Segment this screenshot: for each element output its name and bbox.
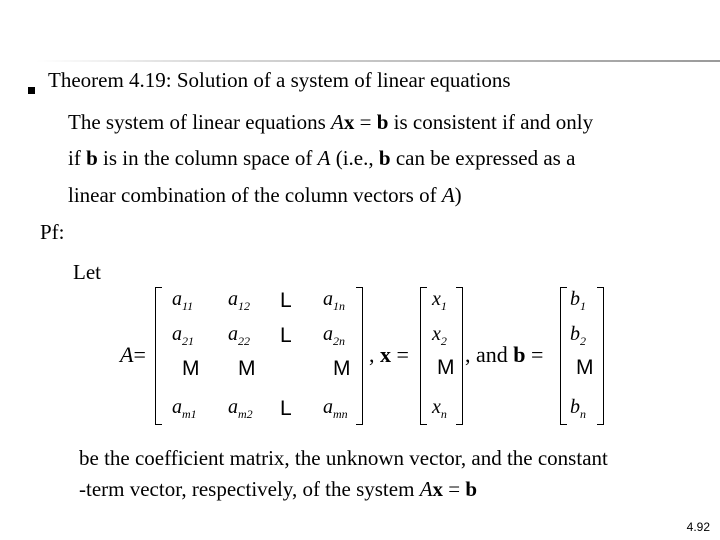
vector-b-label: , and b =	[465, 342, 544, 367]
vector-b-entry: $b_1$	[570, 288, 586, 313]
vector-x-entry: $x_n$	[432, 396, 447, 421]
vector-b-entry: $b_n$	[570, 396, 586, 421]
bullet-icon	[28, 87, 35, 94]
matrix-a-entry: M	[182, 357, 200, 380]
vector-b-entry: M	[576, 356, 594, 379]
vector-x-entry: M	[437, 356, 455, 379]
header-divider	[36, 60, 720, 62]
theorem-title: Theorem 4.19: Solution of a system of linear equations	[48, 68, 511, 92]
vector-x-left-bracket	[420, 287, 427, 425]
theorem-line-3: linear combination of the column vectors of A)	[68, 183, 462, 207]
matrix-a-entry: $a_{1n}$	[323, 288, 345, 313]
matrix-a-entry: L	[280, 289, 292, 312]
theorem-line-2: if b is in the column space of A (i.e., b can be expressed as a	[68, 146, 576, 170]
matrix-a-entry: $a_{12}$	[228, 288, 250, 313]
matrix-a-label: A=	[120, 342, 146, 367]
vector-x-entry: $x_1$	[432, 288, 447, 313]
matrix-a-entry: $a_{22}$	[228, 323, 250, 348]
vector-b-entry: $b_2$	[570, 323, 586, 348]
vector-b-left-bracket	[560, 287, 567, 425]
matrix-a-entry: $a_{m2}$	[228, 396, 253, 421]
vector-x-label: , x =	[369, 342, 409, 367]
matrix-a-right-bracket	[356, 287, 363, 425]
matrix-a-entry: $a_{mn}$	[323, 396, 348, 421]
matrix-a-entry: L	[280, 324, 292, 347]
matrix-a-entry: L	[280, 397, 292, 420]
theorem-line-1: The system of linear equations Ax = b is consistent if and only	[68, 110, 594, 134]
matrix-a-entry: $a_{2n}$	[323, 323, 345, 348]
footer-line-1: be the coefficient matrix, the unknown vector, and the constant	[79, 446, 608, 470]
page-number: 4.92	[686, 520, 710, 534]
vector-x-entry: $x_2$	[432, 323, 447, 348]
matrix-a-entry: $a_{21}$	[172, 323, 194, 348]
vector-b-right-bracket	[597, 287, 604, 425]
matrix-a-entry: $a_{m1}$	[172, 396, 197, 421]
vector-x-right-bracket	[456, 287, 463, 425]
footer-line-2: -term vector, respectively, of the system Ax = b	[79, 477, 478, 501]
matrix-a-left-bracket	[155, 287, 162, 425]
matrix-a-entry: M	[238, 357, 256, 380]
matrix-a-entry: M	[333, 357, 351, 380]
proof-label: Pf:	[40, 220, 65, 244]
matrix-a-entry: $a_{11}$	[172, 288, 194, 313]
let-text: Let	[73, 260, 101, 284]
